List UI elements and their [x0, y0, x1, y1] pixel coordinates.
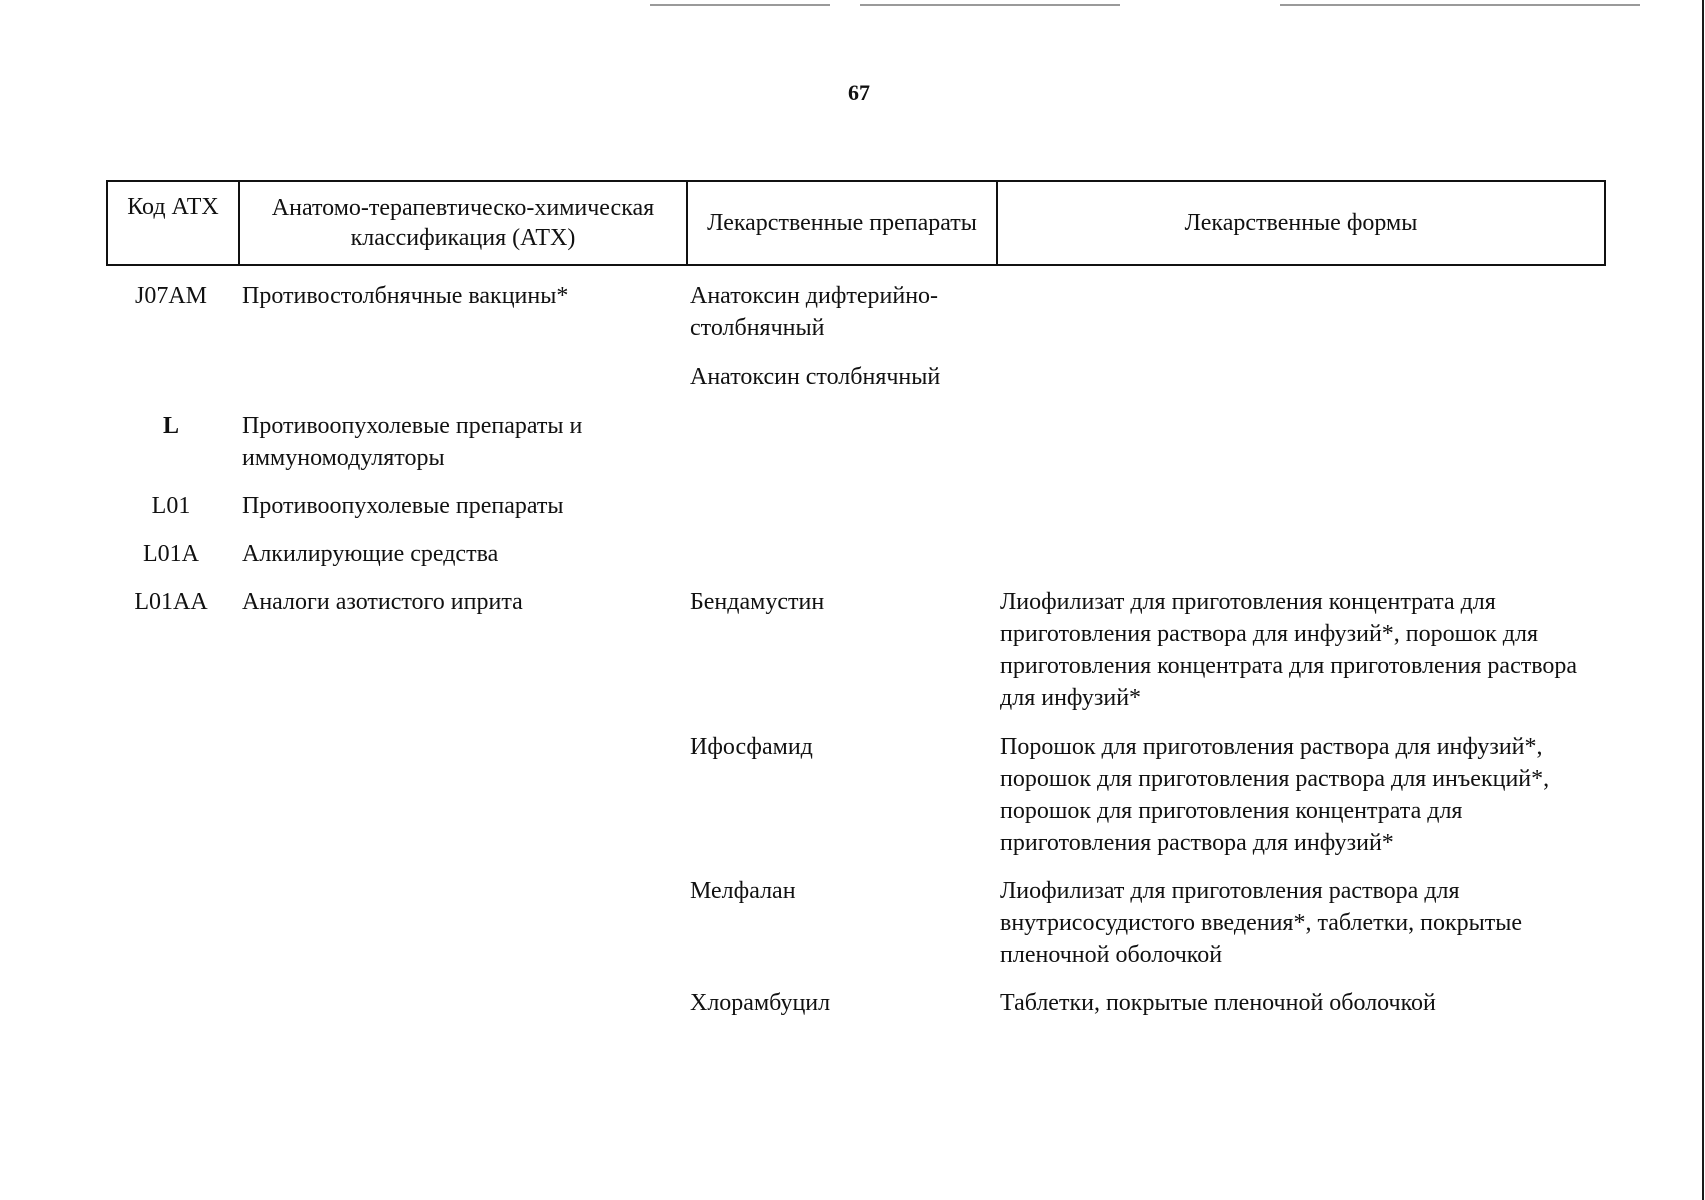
row-classification	[236, 361, 684, 393]
table-row	[106, 361, 1606, 393]
scan-mark	[650, 4, 830, 6]
table-row	[106, 987, 1606, 1019]
row-code: L01	[151, 493, 191, 519]
row-form	[994, 490, 1602, 522]
scan-edge-line	[1702, 0, 1704, 1200]
table-row	[106, 538, 1606, 570]
row-classification	[236, 731, 684, 859]
header-drugs: Лекарственные препараты	[686, 182, 996, 264]
row-drug: Анатоксин дифтерийно-столбнячный	[690, 283, 939, 341]
row-code	[106, 875, 236, 971]
row-classification: Противоопухолевые препараты	[242, 493, 564, 519]
scan-mark	[860, 4, 1120, 6]
page-number: 67	[848, 80, 870, 105]
row-form: Лиофилизат для приготовления раствора для внутрисосудистого введения*, таблетки, покрытые пленочной оболочкой	[1000, 878, 1523, 968]
row-form: Лиофилизат для приготовления концентрата для приготовления раствора для инфузий*, порошок для приготовления концентрата для приготовления раствора для инфузий*	[1000, 589, 1578, 711]
row-drug	[684, 490, 994, 522]
row-classification: Противостолбнячные вакцины*	[242, 283, 569, 309]
row-drug: Ифосфамид	[690, 734, 813, 760]
row-classification	[236, 875, 684, 971]
row-form	[994, 538, 1602, 570]
row-form	[994, 361, 1602, 393]
row-code: L01A	[143, 541, 199, 567]
row-form: Порошок для приготовления раствора для инфузий*, порошок для приготовления раствора для инъекций*, порошок для приготовления концентрата для приготовления раствора для инфузий*	[1000, 734, 1550, 856]
row-drug: Мелфалан	[690, 878, 796, 904]
row-classification: Аналоги азотистого иприта	[242, 589, 523, 615]
scan-mark	[1280, 4, 1640, 6]
row-drug	[684, 410, 994, 474]
table-row	[106, 490, 1606, 522]
row-classification: Алкилирующие средства	[242, 541, 499, 567]
table-header	[106, 180, 1606, 266]
row-code	[106, 361, 236, 393]
row-drug: Анатоксин столбнячный	[690, 364, 941, 390]
header-classification: Анатомо-терапевтическо-химическая классификация (АТХ)	[238, 182, 686, 264]
table-row	[106, 875, 1606, 971]
atc-table	[106, 180, 1606, 1019]
row-form: Таблетки, покрытые пленочной оболочкой	[1000, 990, 1436, 1016]
row-classification	[236, 987, 684, 1019]
header-forms: Лекарственные формы	[996, 182, 1604, 264]
row-form	[994, 280, 1602, 344]
row-drug	[684, 538, 994, 570]
table-row	[106, 586, 1606, 714]
row-drug: Хлорамбуцил	[690, 990, 831, 1016]
row-code: L01AA	[134, 589, 208, 615]
table-row	[106, 731, 1606, 859]
row-form	[994, 410, 1602, 474]
header-code: Код АТХ	[127, 194, 219, 220]
row-drug: Бендамустин	[690, 589, 825, 615]
table-row	[106, 280, 1606, 344]
row-classification: Противоопухолевые препараты и иммуномодуляторы	[242, 413, 583, 471]
row-code	[106, 987, 236, 1019]
table-row	[106, 410, 1606, 474]
row-code	[106, 731, 236, 859]
row-code: L	[162, 413, 179, 439]
row-code: J07AM	[134, 283, 207, 309]
